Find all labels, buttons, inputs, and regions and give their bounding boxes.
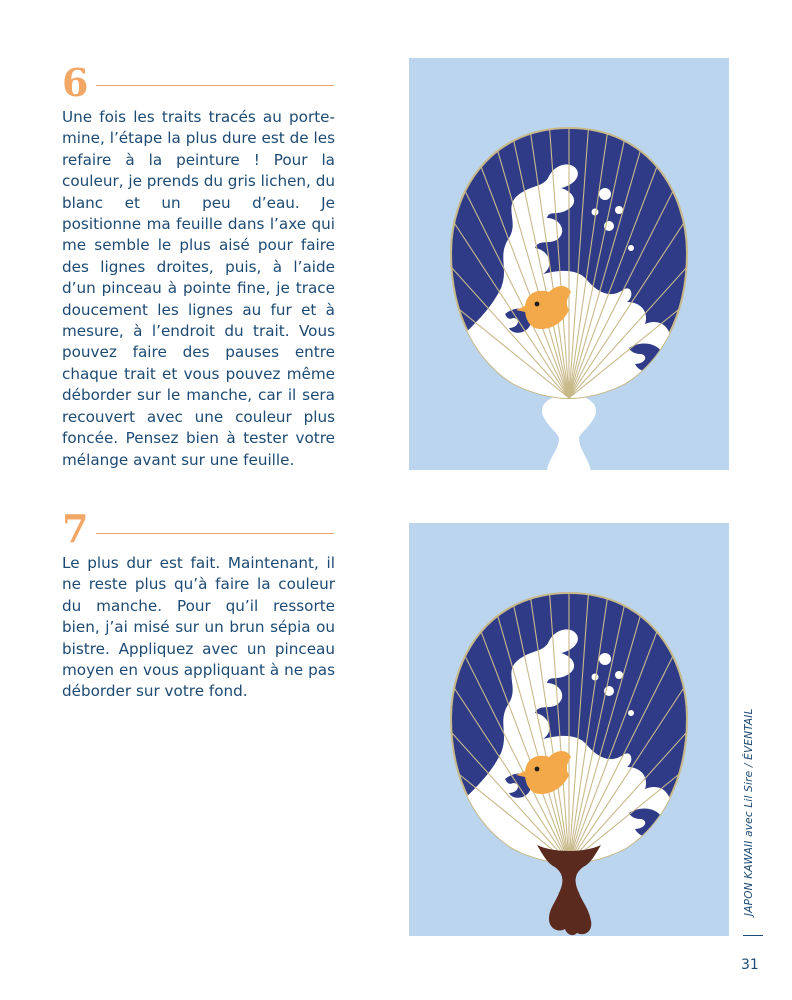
step-7-illustration [409,523,729,936]
step-6-text: Une fois les traits tracés au porte-mine, l’étape la plus dure est de les refaire à la peinture ! Pour la couleur, je prends du gris lichen, du blanc et un peu d’eau. Je positionne ma feuille dans l’axe qui me semble le plus aisé pour faire des lignes droites, puis, à l’aide d’un pinceau à pointe fine, je trace doucement les lignes au fur et à mesure, à l’endroit du trait. Vous pouvez faire des pauses entre chaque trait et vous pouvez même déborder sur le manche, car il sera recouvert avec une couleur plus foncée. Pensez bien à tester votre mélange avant sur une feuille. [62,108,335,469]
step-6-rule [96,85,334,86]
credit-rule [743,935,763,936]
fan-painting-sepia-handle [409,523,729,936]
step-7-rule [96,533,334,534]
step-7-number: 7 [62,506,89,551]
step-6-number: 6 [62,60,89,105]
book-credit: JAPON KAWAII avec Lil Sire / ÉVENTAIL [743,708,755,916]
step-7-text: Le plus dur est fait. Maintenant, il ne reste plus qu’à faire la couleur du manche. Pour qu’il ressorte bien, j’ai misé sur un brun sépia ou bistre. Appliquez avec un pinceau moyen en vous appliquant à ne pas déborder sur votre fond. [62,554,335,701]
step-6-illustration [409,58,729,470]
page-number: 31 [741,957,759,973]
fan-painting-white-handle [409,58,729,470]
